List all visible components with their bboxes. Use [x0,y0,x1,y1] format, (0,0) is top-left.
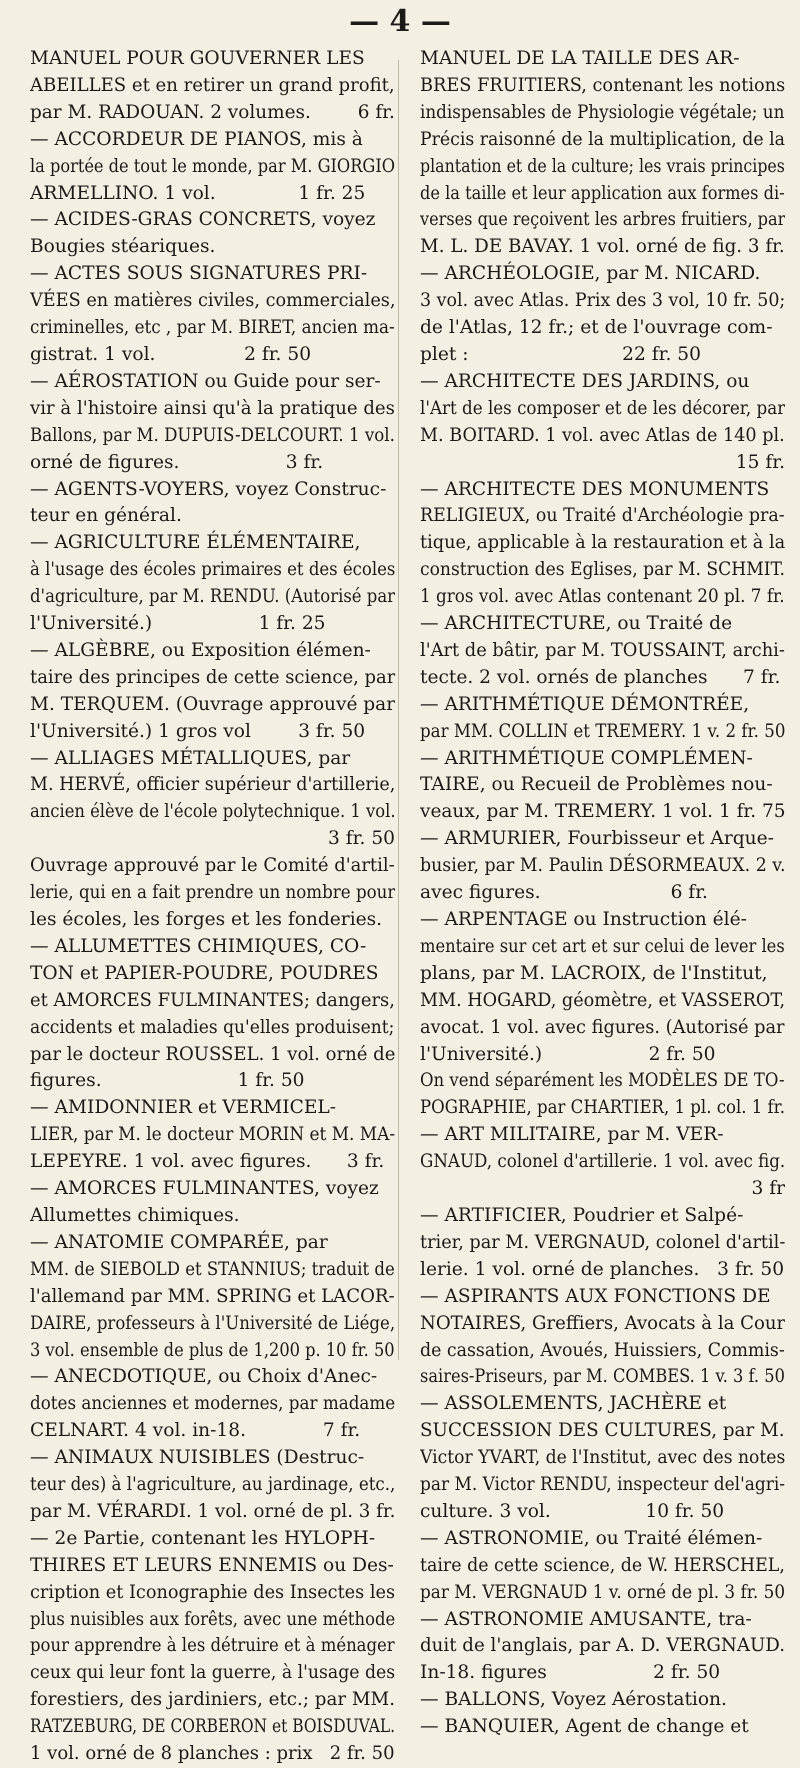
catalog-line: l'Université.) 1 fr. 25 [30,613,326,635]
catalog-line: figures. 1 fr. 50 [30,1070,305,1092]
catalog-line: pour apprendre à les détruire et à ménager [30,1635,395,1657]
catalog-line: Précis raisonné de la multiplication, de la [420,128,785,150]
catalog-line: DAIRE, professeurs à l'Université de Liége, [30,1312,395,1334]
right-column [420,46,785,1741]
catalog-line: l'Université.) 2 fr. 50 [420,1043,716,1065]
catalog-line: 3 fr. 50 [328,828,395,850]
catalog-line: teur en général. [30,505,182,527]
catalog-line: par MM. COLLIN et TREMERY. 1 v. 2 fr. 50 [420,720,786,742]
catalog-line: taire des principes de cette science, par [30,666,396,688]
catalog-line: duit de l'anglais, par A. D. VERGNAUD. [420,1635,786,1657]
catalog-line: plet : 22 fr. 50 [420,343,701,365]
catalog-line: plans, par M. LACROIX, de l'Institut, [420,962,768,984]
catalog-line: — ALLIAGES MÉTALLIQUES, par [30,747,351,769]
catalog-line: par M. RADOUAN. 2 volumes. 6 fr. [30,101,395,123]
page-number: — 4 — [349,4,451,39]
catalog-line: POGRAPHIE, par CHARTIER, 1 pl. col. 1 fr. [420,1097,785,1119]
catalog-line: M. HERVÉ, officier supérieur d'artillerie, [30,774,395,796]
catalog-line: Allumettes chimiques. [30,1204,240,1226]
catalog-line: SUCCESSION DES CULTURES, par M. [420,1420,785,1442]
catalog-line: MM. HOGARD, géomètre, et VASSEROT, [420,989,785,1011]
catalog-line: — ARCHITECTURE, ou Traité de [420,613,733,635]
catalog-line: 3 vol. avec Atlas. Prix des 3 vol, 10 fr. 50; [420,290,785,312]
catalog-line: — ANIMAUX NUISIBLES (Destruc- [30,1447,365,1469]
catalog-line: M. TERQUEM. (Ouvrage approuvé par [30,693,395,715]
catalog-line: On vend séparément les MODÈLES DE TO- [420,1070,785,1092]
catalog-line: busier, par M. Paulin DÉSORMEAUX. 2 v. [420,855,786,877]
catalog-line: TON et PAPIER-POUDRE, POUDRES [30,962,379,984]
left-column [30,46,395,1768]
catalog-line: RATZEBURG, DE CORBERON et BOISDUVAL. [30,1716,395,1738]
catalog-line: ABEILLES et en retirer un grand profit, [30,74,395,96]
catalog-line: — AMORCES FULMINANTES, voyez [30,1178,379,1200]
catalog-line: LEPEYRE. 1 vol. avec figures. 3 fr. [30,1151,385,1173]
catalog-line: MANUEL DE LA TAILLE DES AR- [420,48,740,69]
catalog-line: VÉES en matières civiles, commerciales, [30,290,396,312]
catalog-line: saires-Priseurs, par M. COMBES. 1 v. 3 f. 50 [420,1366,785,1388]
catalog-line: — ARCHITECTE DES MONUMENTS [420,478,770,500]
catalog-line: ARMELLINO. 1 vol. 1 fr. 25 [30,182,366,204]
catalog-line: — BANQUIER, Agent de change et [420,1716,749,1738]
catalog-line: d'agriculture, par M. RENDU. (Autorisé par [30,586,396,608]
catalog-line: — ASTRONOMIE, ou Traité élémen- [420,1527,763,1549]
catalog-line: criminelles, etc , par M. BIRET, ancien ma- [30,317,395,339]
catalog-line: les écoles, les forges et les fonderies. [30,909,383,930]
catalog-line: à l'usage des écoles primaires et des écoles [30,559,395,581]
catalog-line: M. BOITARD. 1 vol. avec Atlas de 140 pl. [420,424,785,446]
catalog-line: taire de cette science, de W. HERSCHEL, [420,1554,785,1576]
catalog-line: plus nuisibles aux forêts, avec une méthode [30,1608,396,1630]
catalog-line: ceux qui leur font la guerre, à l'usage des [30,1662,396,1684]
catalog-line: — AGENTS-VOYERS, voyez Construc- [30,478,387,500]
catalog-line: plantation et de la culture; les vrais principes [420,155,785,177]
column-divider [398,60,399,1360]
catalog-line: indispensables de Physiologie végétale; un [420,101,785,123]
catalog-line: — ARCHITECTE DES JARDINS, ou [420,370,750,392]
catalog-line: — ALGÈBRE, ou Exposition élémen- [30,639,371,661]
catalog-line: CELNART. 4 vol. in-18. 7 fr. [30,1420,361,1442]
catalog-line: avocat. 1 vol. avec figures. (Autorisé par [420,1016,785,1038]
catalog-line: — ANATOMIE COMPARÉE, par [30,1231,328,1253]
catalog-line: — ASTRONOMIE AMUSANTE, tra- [420,1608,752,1630]
catalog-line: construction des Eglises, par M. SCHMIT. [420,559,785,581]
catalog-line: — ACIDES-GRAS CONCRETS, voyez [30,209,376,231]
catalog-line: — ARTIFICIER, Poudrier et Salpé- [420,1204,744,1226]
catalog-line: — BALLONS, Voyez Aérostation. [420,1689,727,1711]
catalog-line: — AGRICULTURE ÉLÉMENTAIRE, [30,532,361,554]
catalog-line: dotes anciennes et modernes, par madame [30,1393,395,1415]
catalog-line: Bougies stéariques. [30,236,216,258]
catalog-line: gistrat. 1 vol. 2 fr. 50 [30,343,312,365]
catalog-line: MM. de SIEBOLD et STANNIUS; traduit de [30,1258,395,1280]
catalog-line: RELIGIEUX, ou Traité d'Archéologie pra- [420,505,785,527]
catalog-line: — ARITHMÉTIQUE COMPLÉMEN- [420,747,753,769]
catalog-line: — ANECDOTIQUE, ou Choix d'Anec- [30,1366,378,1388]
catalog-line: et AMORCES FULMINANTES; dangers, [30,989,395,1011]
catalog-line: 3 fr [751,1178,785,1200]
catalog-line: tique, applicable à la restauration et à la [420,532,786,554]
catalog-line: — ASSOLEMENTS, JACHÈRE et [420,1393,727,1415]
catalog-line: trier, par M. VERGNAUD, colonel d'artil- [420,1231,786,1253]
catalog-line: verses que reçoivent les arbres fruitiers, par [420,209,786,231]
catalog-line: GNAUD, colonel d'artillerie. 1 vol. avec fig. [420,1151,786,1173]
catalog-line: Ouvrage approuvé par le Comité d'artil- [30,855,395,877]
catalog-line: de la taille et leur application aux formes di- [420,182,785,204]
catalog-line: — ALLUMETTES CHIMIQUES, CO- [30,935,367,957]
catalog-line: orné de figures. 3 fr. [30,451,324,473]
catalog-line: par M. VÉRARDI. 1 vol. orné de pl. 3 fr. [30,1500,396,1522]
catalog-line: NOTAIRES, Greffiers, Avocats à la Cour [420,1312,785,1334]
catalog-line: avec figures. 6 fr. [420,882,708,904]
catalog-line: MANUEL POUR GOUVERNER LES [30,48,365,69]
catalog-line: — ART MILITAIRE, par M. VER- [420,1124,724,1146]
catalog-line: TAIRE, ou Recueil de Problèmes nou- [420,774,773,796]
catalog-line: ancien élève de l'école polytechnique. 1 vol. [30,801,396,823]
catalog-line: 3 vol. ensemble de plus de 1,200 p. 10 fr. 50 [30,1339,395,1361]
catalog-line: teur des) à l'agriculture, au jardinage, etc., [30,1474,396,1496]
catalog-line: — ARITHMÉTIQUE DÉMONTRÉE, [420,693,750,715]
catalog-line: — AÉROSTATION ou Guide pour ser- [30,370,381,392]
catalog-line: THIRES ET LEURS ENNEMIS ou Des- [30,1554,394,1576]
catalog-line: vir à l'histoire ainsi qu'à la pratique des [30,397,395,419]
catalog-line: In-18. figures 2 fr. 50 [420,1662,721,1684]
catalog-line: — 2e Partie, contenant les HYLOPH- [30,1527,376,1549]
catalog-line: M. L. DE BAVAY. 1 vol. orné de fig. 3 fr. [420,236,785,258]
catalog-line: tecte. 2 vol. ornés de planches 7 fr. [420,666,781,688]
catalog-line: la portée de tout le monde, par M. GIORGIO [30,155,395,177]
catalog-line: par M. Victor RENDU, inspecteur del'agri- [420,1474,785,1496]
catalog-line: — ARMURIER, Fourbisseur et Arque- [420,828,774,850]
catalog-line: par le docteur ROUSSEL. 1 vol. orné de [30,1043,396,1065]
catalog-line: culture. 3 vol. 10 fr. 50 [420,1500,725,1522]
catalog-line: veaux, par M. TREMERY. 1 vol. 1 fr. 75 [420,801,786,823]
catalog-line: Victor YVART, de l'Institut, avec des notes [420,1447,785,1469]
catalog-line: — AMIDONNIER et VERMICEL- [30,1097,337,1119]
catalog-line: — ASPIRANTS AUX FONCTIONS DE [420,1285,771,1307]
catalog-line: de l'Atlas, 12 fr.; et de l'ouvrage com- [420,317,773,339]
catalog-line: cription et Iconographie des Insectes les [30,1581,396,1603]
catalog-line: BRES FRUITIERS, contenant les notions [420,74,785,96]
catalog-line: l'Université.) 1 gros vol 3 fr. 50 [30,720,366,742]
catalog-line: l'Art de bâtir, par M. TOUSSAINT, archi- [420,639,785,661]
catalog-line: Ballons, par M. DUPUIS-DELCOURT. 1 vol. [30,424,395,446]
catalog-line: par M. VERGNAUD 1 v. orné de pl. 3 fr. 50 [420,1581,786,1603]
catalog-line: forestiers, des jardiniers, etc.; par MM. [30,1689,395,1711]
catalog-line: 1 vol. orné de 8 planches : prix 2 fr. 50 [30,1743,395,1765]
catalog-line: l'allemand par MM. SPRING et LACOR- [30,1285,395,1307]
catalog-line: — ARCHÉOLOGIE, par M. NICARD. [420,263,761,285]
catalog-line: — ACTES SOUS SIGNATURES PRI- [30,263,368,285]
catalog-line: accidents et maladies qu'elles produisent; [30,1016,395,1038]
catalog-line: lerie. 1 vol. orné de planches. 3 fr. 50 [420,1258,785,1280]
catalog-line: lerie, qui en a fait prendre un nombre pour [30,882,396,904]
catalog-line: 15 fr. [735,451,785,473]
catalog-line: 1 gros vol. avec Atlas contenant 20 pl. 7 fr. [420,586,785,608]
catalog-line: de cassation, Avoués, Huissiers, Commis- [420,1339,785,1361]
catalog-line: — ARPENTAGE ou Instruction élé- [420,909,747,930]
catalog-line: mentaire sur cet art et sur celui de lever les [420,935,785,957]
catalog-line: LIER, par M. le docteur MORIN et M. MA- [30,1124,395,1146]
catalog-line: — ACCORDEUR DE PIANOS, mis à [30,128,363,150]
catalog-line: l'Art de les composer et de les décorer, par [420,397,785,419]
